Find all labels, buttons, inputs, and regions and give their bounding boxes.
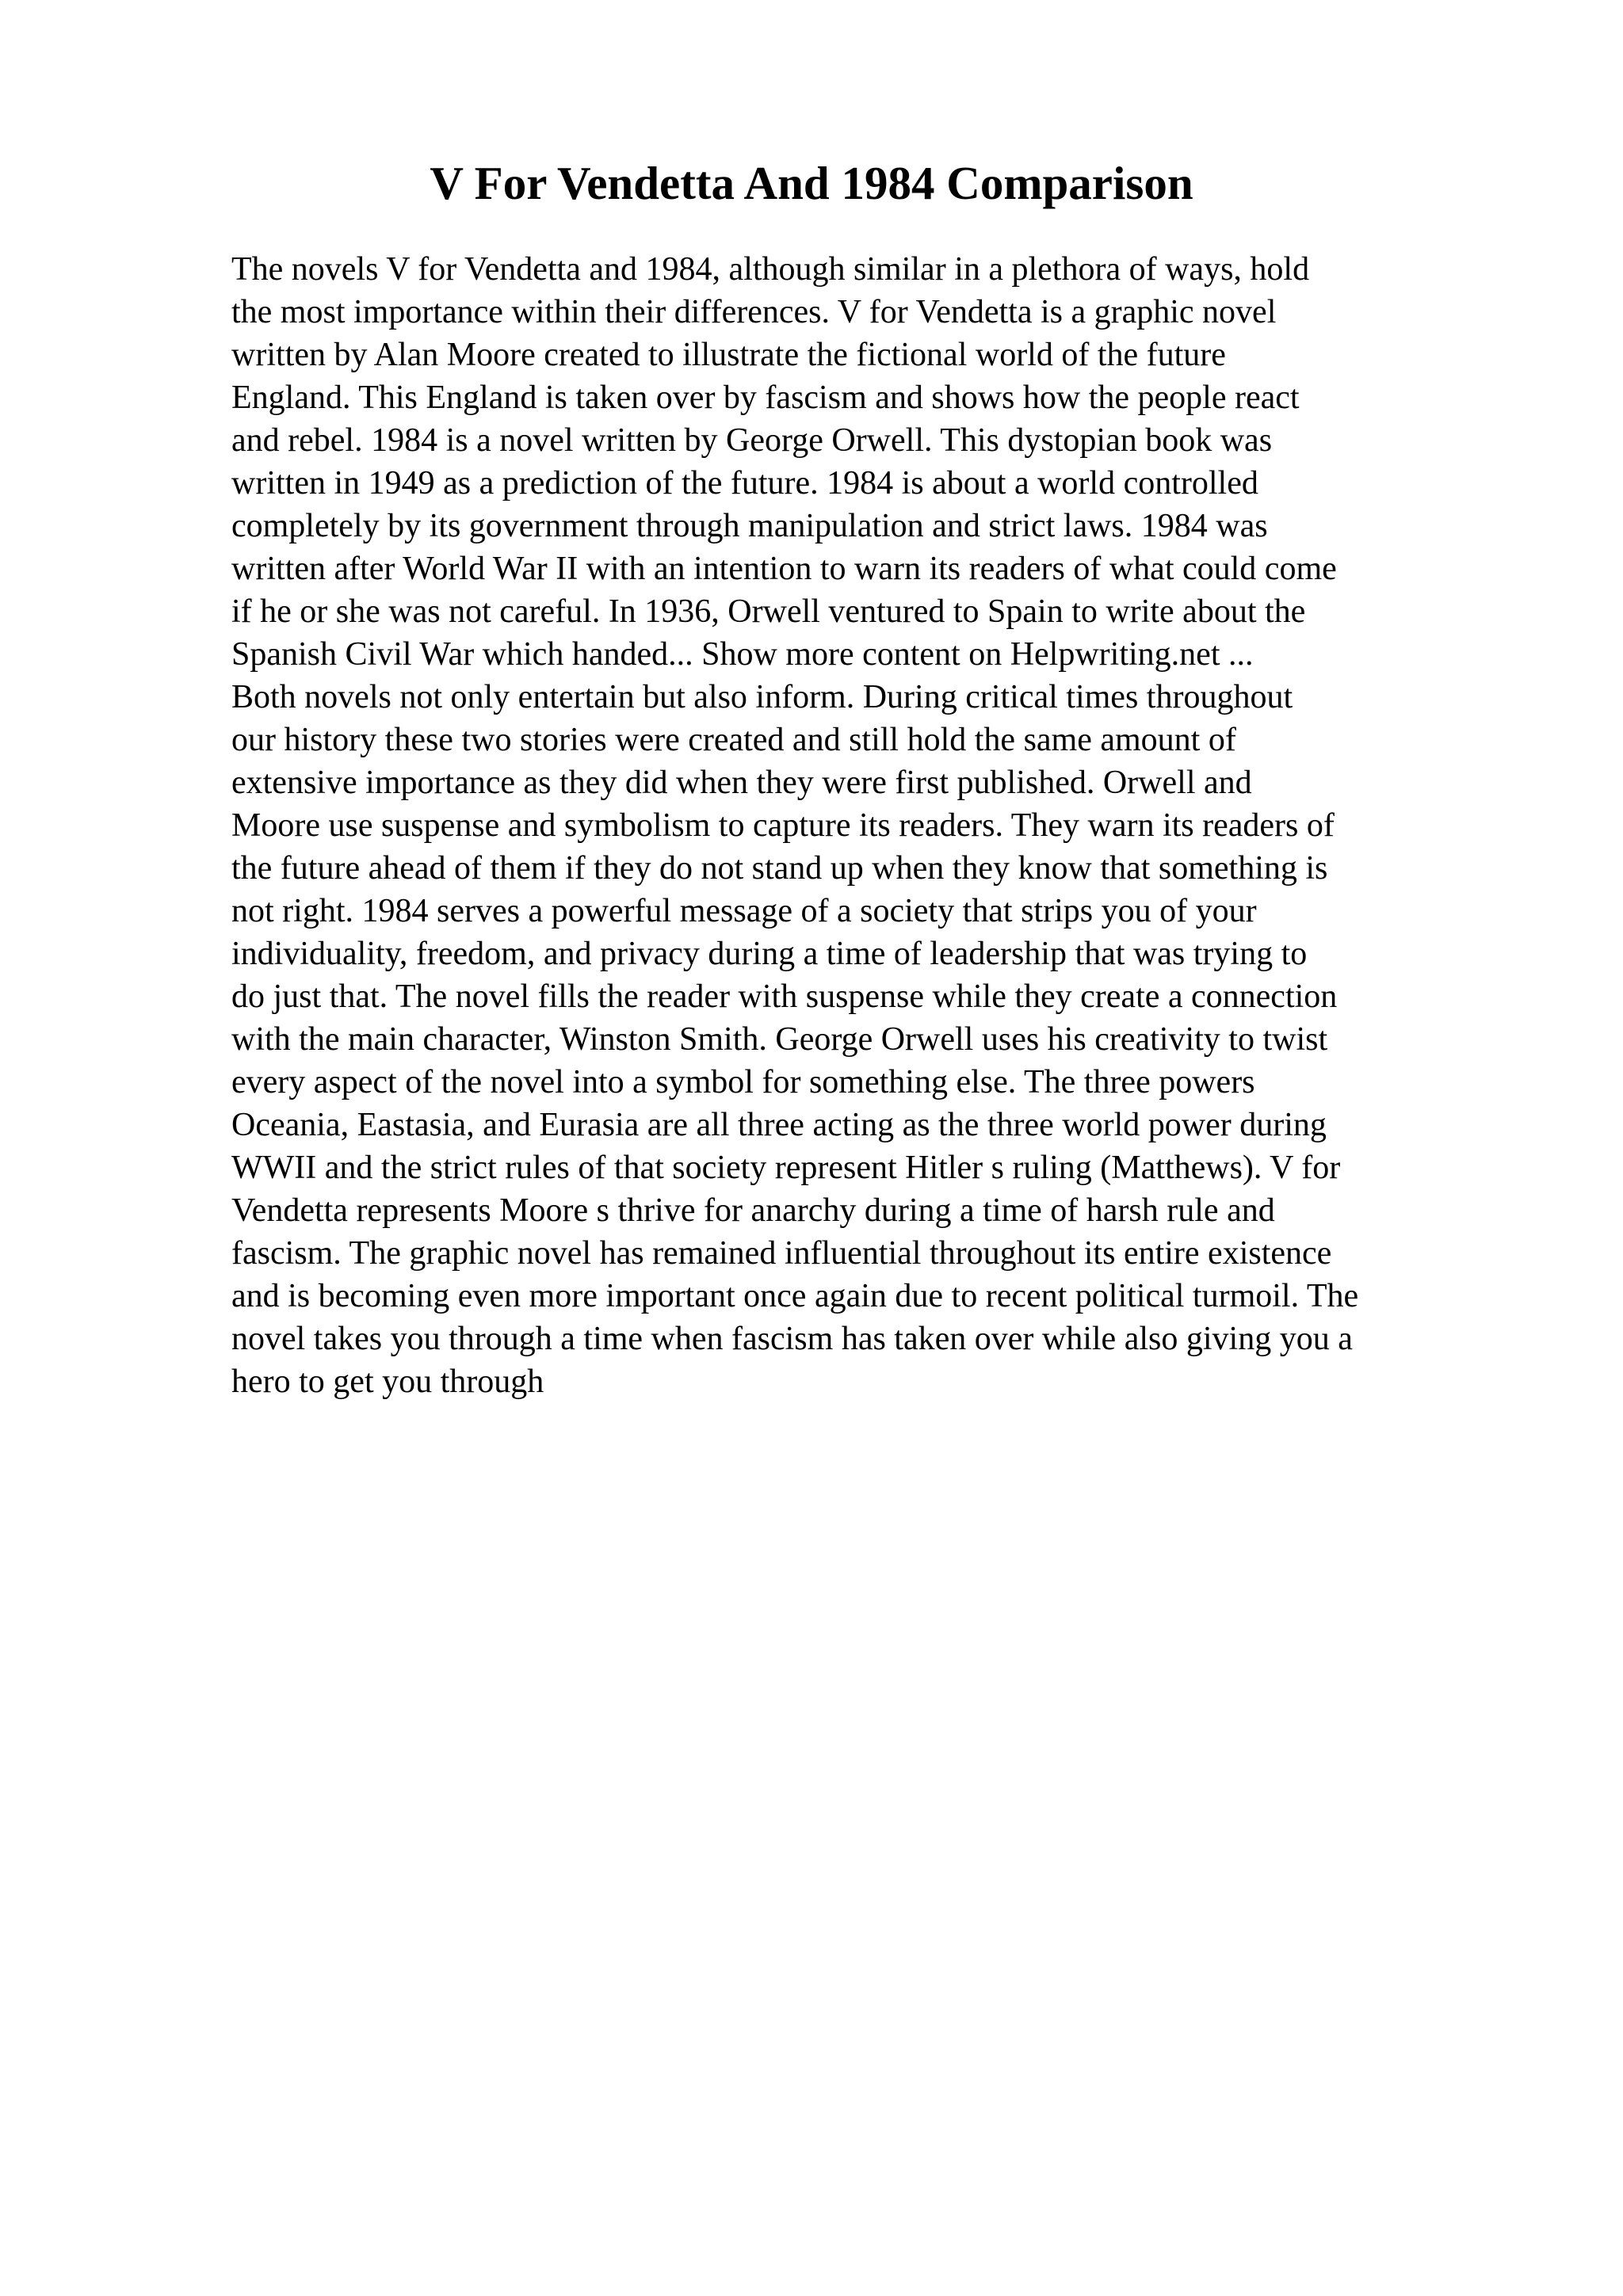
body-line: not right. 1984 serves a powerful message of a society that strips you of your bbox=[231, 893, 1257, 929]
body-line: with the main character, Winston Smith. George Orwell uses his creativity to twist bbox=[231, 1021, 1328, 1058]
body-line: do just that. The novel fills the reader with suspense while they create a connection bbox=[231, 978, 1338, 1015]
body-line: Both novels not only entertain but also inform. During critical times throughout bbox=[231, 679, 1293, 715]
body-line: individuality, freedom, and privacy during a time of leadership that was trying to bbox=[231, 936, 1308, 972]
body-line: Moore use suspense and symbolism to capture its readers. They warn its readers of bbox=[231, 807, 1335, 844]
body-line: written by Alan Moore created to illustrate the fictional world of the future bbox=[231, 337, 1226, 373]
body-line: WWII and the strict rules of that society represent Hitler s ruling (Matthews). V for bbox=[231, 1150, 1341, 1186]
document-title: V For Vendetta And 1984 Comparison bbox=[430, 157, 1193, 209]
body-line: if he or she was not careful. In 1936, Orwell ventured to Spain to write about the bbox=[231, 593, 1306, 630]
body-line: the most importance within their differences. V for Vendetta is a graphic novel bbox=[231, 294, 1277, 330]
body-line: fascism. The graphic novel has remained influential throughout its entire existence bbox=[231, 1235, 1332, 1272]
body-line: our history these two stories were created and still hold the same amount of bbox=[231, 722, 1236, 758]
body-line: hero to get you through bbox=[231, 1363, 544, 1400]
body-line: written in 1949 as a prediction of the future. 1984 is about a world controlled bbox=[231, 465, 1258, 502]
body-line: Oceania, Eastasia, and Eurasia are all three acting as the three world power during bbox=[231, 1107, 1327, 1143]
body-line: extensive importance as they did when they were first published. Orwell and bbox=[231, 765, 1252, 801]
body-line: novel takes you through a time when fascism has taken over while also giving you a bbox=[231, 1321, 1353, 1357]
body-line: The novels V for Vendetta and 1984, although similar in a plethora of ways, hold bbox=[231, 251, 1310, 288]
body-line: and rebel. 1984 is a novel written by George Orwell. This dystopian book was bbox=[231, 422, 1273, 459]
body-line: every aspect of the novel into a symbol for something else. The three powers bbox=[231, 1064, 1255, 1100]
body-line: Spanish Civil War which handed... Show more content on Helpwriting.net ... bbox=[231, 636, 1254, 673]
body-line: Vendetta represents Moore s thrive for anarchy during a time of harsh rule and bbox=[231, 1192, 1275, 1229]
body-line: completely by its government through manipulation and strict laws. 1984 was bbox=[231, 508, 1268, 544]
body-line: written after World War II with an intention to warn its readers of what could come bbox=[231, 551, 1337, 587]
body-line: the future ahead of them if they do not stand up when they know that something is bbox=[231, 850, 1328, 887]
document-body bbox=[231, 248, 1499, 1403]
body-line: England. This England is taken over by fascism and shows how the people react bbox=[231, 379, 1300, 416]
body-line: and is becoming even more important once again due to recent political turmoil. The bbox=[231, 1278, 1359, 1314]
